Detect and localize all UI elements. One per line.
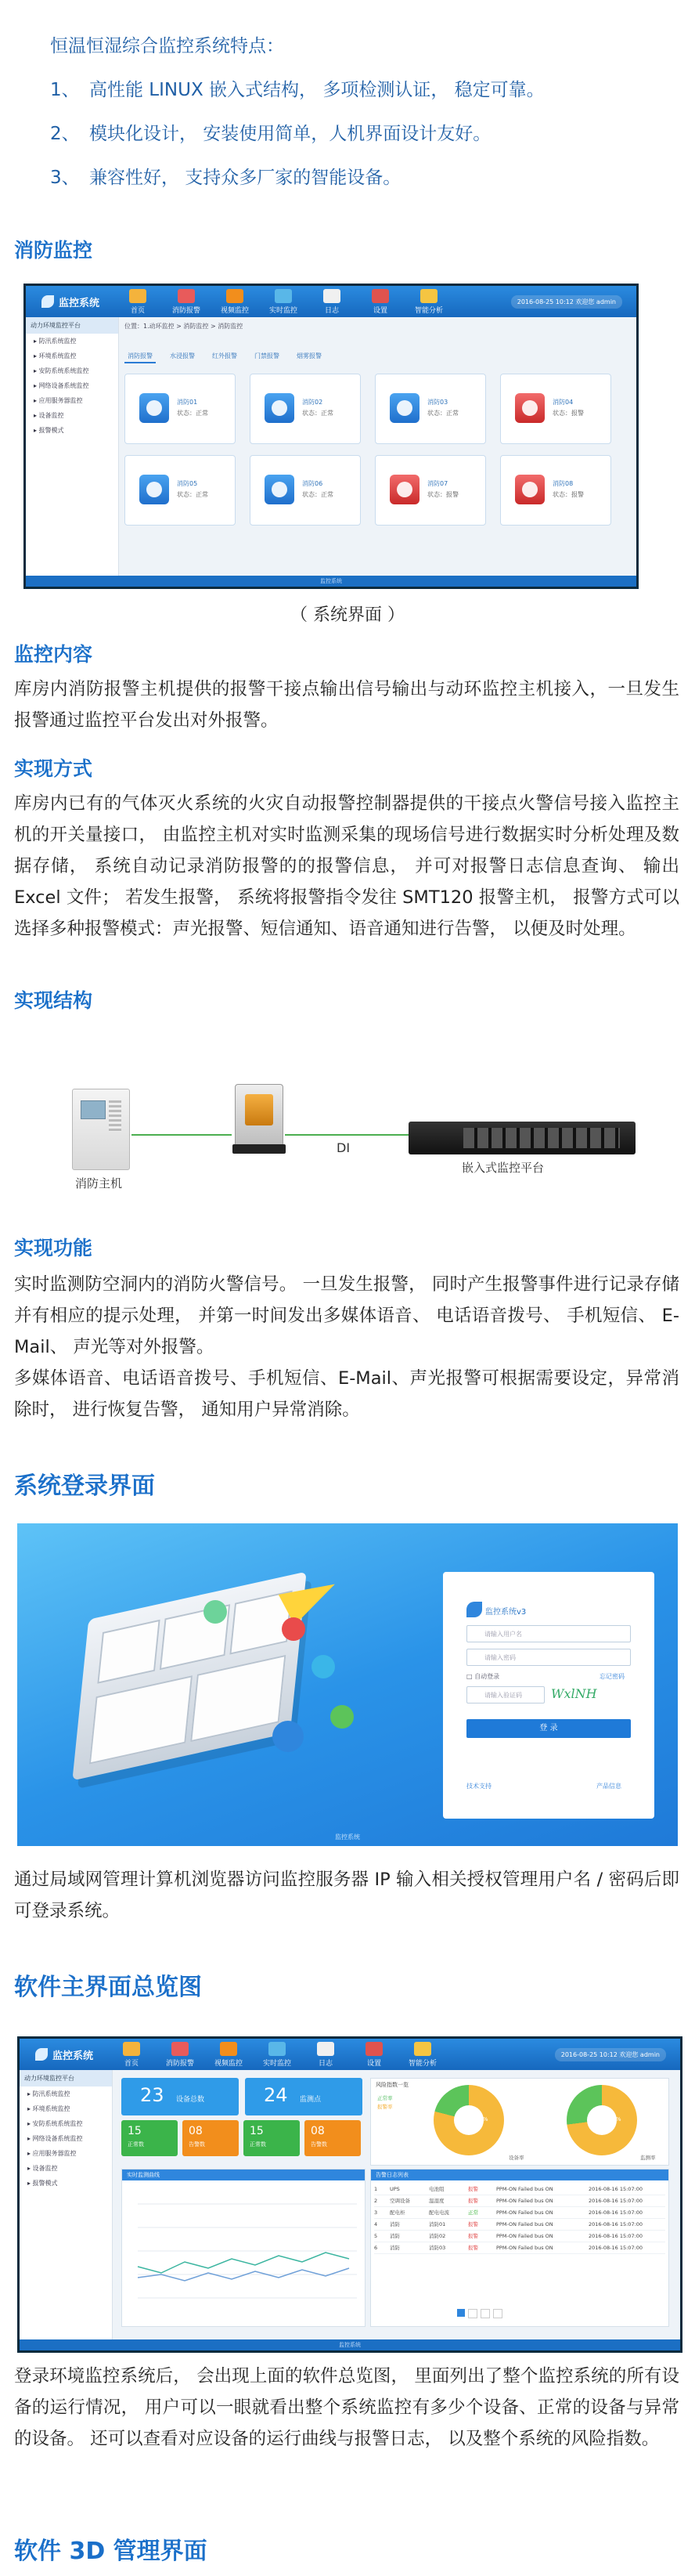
auto-login-checkbox[interactable]: □ 自动登录 — [466, 1673, 500, 1680]
analysis-icon — [414, 2042, 431, 2056]
nav-item[interactable]: 首页 — [116, 289, 160, 315]
app-logo: 监控系统 — [35, 2047, 110, 2062]
sidebar-item[interactable]: ▸ 设备监控 — [34, 412, 64, 419]
fire-host-label: 消防主机 — [75, 1176, 123, 1190]
login-title: 监控系统v3 — [485, 1608, 527, 1617]
footer-bar: 监控系统 — [20, 2339, 680, 2350]
sidebar-item[interactable]: ▸ 防汛系统监控 — [34, 338, 77, 345]
sidebar-header[interactable]: 动力环境监控平台 — [20, 2070, 112, 2086]
di-label: DI — [337, 1140, 351, 1155]
card-status: 状态：报警 — [553, 491, 584, 498]
sidebar — [20, 2070, 113, 2339]
password-input[interactable]: 请输入密码 — [466, 1649, 631, 1666]
fire-sensor-icon — [265, 475, 294, 504]
card-name: 消防03 — [427, 399, 448, 406]
tab[interactable]: 烟雾报警 — [297, 352, 322, 359]
monitor-icon — [275, 289, 292, 303]
legend-alarm: 报警率 — [377, 2104, 393, 2110]
alarm-icon — [171, 2042, 189, 2056]
tab[interactable]: 红外报警 — [212, 352, 237, 359]
sidebar — [26, 317, 119, 576]
card-status: 状态：正常 — [427, 410, 459, 417]
logo-icon — [41, 295, 54, 308]
footer-bar: 监控系统 — [26, 576, 636, 587]
table-row[interactable]: 1 UPS 电池组 报警 PPM-ON Failed bus ON 2016-08-16 15:07:00 — [374, 2184, 665, 2195]
breadcrumb: 位置：1.动环监控 > 消防监控 > 消防监控 — [124, 323, 243, 330]
sidebar-item[interactable]: ▸ 网络设备系统监控 — [34, 382, 89, 389]
log-icon — [323, 289, 340, 303]
fire-sensor-icon — [515, 393, 545, 423]
nav-item[interactable]: 智能分析 — [401, 2042, 445, 2068]
nav-item[interactable]: 视频监控 — [213, 289, 257, 315]
login-footer: 监控系统 — [335, 1834, 360, 1841]
screenshot-caption: （ 系统界面 ） — [290, 605, 405, 625]
card-name: 消防02 — [302, 399, 323, 406]
nav-item[interactable]: 首页 — [110, 2042, 153, 2068]
donut-label-device: 设备率 — [509, 2155, 524, 2161]
function-text-1: 实时监测防空洞内的消防火警信号。 一旦发生报警， 同时产生报警事件进行记录存储并有相应的提示处理， 并第一时间发出多媒体语音、 电话语音拨号、 手机短信、 E-Mail、 声光等对外报警。 — [14, 1274, 679, 1357]
fire-sensor-icon — [390, 475, 420, 504]
fire-device-card[interactable] — [250, 374, 361, 444]
nav-item[interactable]: 智能分析 — [407, 289, 451, 315]
overview-section-title: 软件主界面总览图 — [14, 1974, 202, 2001]
card-status: 状态：正常 — [177, 410, 208, 417]
logo-icon — [35, 2048, 48, 2061]
fire-device-card[interactable] — [124, 455, 236, 526]
card-status: 状态：正常 — [302, 491, 333, 498]
risk-panel-title: 风险指数一览 — [376, 2082, 409, 2088]
card-name: 消防06 — [302, 480, 323, 487]
features-title: 恒温恒湿综合监控系统特点： — [50, 36, 284, 56]
user-info[interactable]: 2016-08-25 10:12 欢迎您 admin — [511, 295, 622, 309]
tech-support-link[interactable]: 技术支持 — [466, 1783, 492, 1790]
device-bubble-icon — [330, 1705, 354, 1729]
card-status: 状态：报警 — [553, 410, 584, 417]
sidebar-header[interactable]: 动力环境监控平台 — [26, 317, 118, 334]
login-section-title: 系统登录界面 — [14, 1472, 155, 1500]
nav-item[interactable]: 日志 — [310, 289, 354, 315]
fire-monitor-screenshot — [23, 284, 639, 589]
table-row[interactable]: 5 消防 消防02 报警 PPM-ON Failed bus ON 2016-08-16 15:07:00 — [374, 2231, 665, 2242]
tab[interactable]: 水浸报警 — [170, 352, 195, 359]
fire-sensor-icon — [265, 393, 294, 423]
method-text: 库房内已有的气体灭火系统的火灾自动报警控制器提供的干接点火警信号接入监控主机的开关量接口， 由监控主机对实时监测采集的现场信号进行数据实时分析处理及数据存储， 系统自动记录消防报警的的报警信息， 并可对报警日志信息查询、 输出 Excel 文件； 若发生报警， 系统将报警指令发往 SMT120 报警主机， 报警方式可以选择多种报警模式：声光报警、短信通知、语音通知进行告警， 以便及时处理。 — [14, 793, 679, 939]
stat-tile[interactable]: 15 正常数 — [243, 2120, 300, 2156]
overview-text: 登录环境监控系统后， 会出现上面的软件总览图， 里面列出了整个监控系统的所有设备的运行情况， 用户可以一眼就看出整个系统监控有多少个设备、正常的设备与异常的设备。 还可以查看对应设备的运行曲线与报警日志， 以及整个系统的风险指数。 — [14, 2366, 679, 2449]
fire-host-device — [72, 1089, 130, 1170]
risk-index-panel — [370, 2078, 669, 2166]
alarm-icon — [178, 289, 195, 303]
sidebar-item[interactable]: ▸ 安防系统系统监控 — [27, 2120, 83, 2127]
connection-line — [131, 1134, 232, 1136]
captcha-input[interactable]: 请输入验证码 — [466, 1686, 545, 1703]
fire-device-card[interactable] — [500, 374, 611, 444]
nav-item[interactable]: 消防报警 — [158, 2042, 202, 2068]
login-screenshot — [17, 1523, 678, 1846]
fire-sensor-icon — [139, 393, 169, 423]
nav-item[interactable]: 实时监控 — [255, 2042, 299, 2068]
sidebar-item[interactable]: ▸ 设备监控 — [27, 2165, 58, 2172]
video-icon — [226, 289, 243, 303]
card-status: 状态：正常 — [177, 491, 208, 498]
sidebar-item[interactable]: ▸ 环境系统监控 — [27, 2105, 70, 2112]
stat-tile[interactable]: 08 告警数 — [182, 2120, 239, 2156]
platform-label: 嵌入式监控平台 — [462, 1161, 545, 1175]
main-nav — [116, 289, 451, 315]
chart-panel-title: 实时监测曲线 — [122, 2170, 365, 2180]
log-icon — [317, 2042, 334, 2056]
product-info-link[interactable]: 产品信息 — [596, 1783, 621, 1790]
username-input[interactable]: 请输入用户名 — [466, 1625, 631, 1642]
embedded-platform-device — [409, 1122, 636, 1154]
user-info[interactable]: 2016-08-25 10:12 欢迎您 admin — [555, 2048, 666, 2061]
stat-tile[interactable]: 08 告警数 — [304, 2120, 361, 2156]
feature-item-3: 3、 兼容性好， 支持众多厂家的智能设备。 — [50, 168, 402, 188]
card-status: 状态：报警 — [427, 491, 459, 498]
monitor-rate-donut: 73% — [567, 2085, 637, 2155]
home-icon — [123, 2042, 140, 2056]
fire-device-card[interactable] — [124, 374, 236, 444]
nav-item[interactable]: 设置 — [358, 289, 402, 315]
structure-title: 实现结构 — [14, 989, 93, 1012]
overview-screenshot — [17, 2036, 682, 2353]
login-button[interactable]: 登 录 — [466, 1719, 631, 1738]
sidebar-item[interactable]: ▸ 报警模式 — [34, 427, 64, 434]
fire-device-card[interactable] — [375, 455, 486, 526]
fire-section-title: 消防监控 — [14, 239, 93, 262]
card-name: 消防01 — [177, 399, 198, 406]
isometric-floorplan — [72, 1572, 306, 1781]
table-row[interactable]: 4 消防 消防01 报警 PPM-ON Failed bus ON 2016-08-16 15:07:00 — [374, 2219, 665, 2231]
monitor-points-tile[interactable]: 24 监测点 — [245, 2078, 362, 2115]
nav-item[interactable]: 实时监控 — [261, 289, 305, 315]
method-title: 实现方式 — [14, 757, 93, 780]
nav-item[interactable]: 设置 — [352, 2042, 396, 2068]
main-nav — [110, 2042, 445, 2068]
fire-device-card[interactable] — [500, 455, 611, 526]
content-text: 库房内消防报警主机提供的报警干接点输出信号输出与动环监控主机接入，一旦发生报警通过监控平台发出对外报警。 — [14, 679, 679, 731]
login-form — [443, 1572, 654, 1819]
fire-sensor-icon — [515, 475, 545, 504]
card-name: 消防04 — [553, 399, 574, 406]
network-bubble-icon — [311, 1655, 335, 1678]
video-icon — [220, 2042, 237, 2056]
topbar — [26, 286, 636, 317]
nav-item[interactable]: 日志 — [304, 2042, 348, 2068]
fire-sensor-icon — [139, 475, 169, 504]
feature-item-2: 2、 模块化设计， 安装使用简单，人机界面设计友好。 — [50, 124, 492, 144]
donut-label-monitor: 监测率 — [640, 2155, 656, 2161]
function-title: 实现功能 — [14, 1237, 93, 1259]
fire-device-card[interactable] — [250, 455, 361, 526]
settings-icon — [366, 2042, 383, 2056]
connection-line — [285, 1134, 410, 1136]
legend-normal: 正常率 — [377, 2095, 393, 2101]
fire-sensor-icon — [390, 393, 420, 423]
gear-bubble-icon — [272, 1721, 304, 1752]
analysis-icon — [420, 289, 438, 303]
topbar — [20, 2039, 680, 2070]
alarm-bubble-icon — [282, 1617, 305, 1641]
content-title: 监控内容 — [14, 643, 93, 666]
table-row[interactable]: 3 配电柜 配电电流 正常 PPM-ON Failed bus ON 2016-08-16 15:07:00 — [374, 2207, 665, 2219]
nav-item[interactable]: 消防报警 — [164, 289, 208, 315]
fire-device-card[interactable] — [375, 374, 486, 444]
settings-icon — [372, 289, 389, 303]
tab[interactable]: 消防报警 — [124, 350, 156, 363]
sidebar-item[interactable]: ▸ 环境系统监控 — [34, 352, 77, 359]
sidebar-item[interactable]: ▸ 网络设备系统监控 — [27, 2135, 83, 2142]
pagination — [457, 2309, 502, 2318]
card-name: 消防07 — [427, 480, 448, 487]
login-text: 通过局域网管理计算机浏览器访问监控服务器 IP 输入相关授权管理用户名 / 密码后即可登录系统。 — [14, 1870, 679, 1921]
sidebar-item[interactable]: ▸ 安防系统系统监控 — [34, 367, 89, 374]
sidebar-item[interactable]: ▸ 报警模式 — [27, 2180, 58, 2187]
sidebar-item[interactable]: ▸ 防汛系统监控 — [27, 2090, 70, 2097]
realtime-curve — [122, 2180, 365, 2326]
card-name: 消防05 — [177, 480, 198, 487]
sidebar-item[interactable]: ▸ 应用服务器监控 — [34, 397, 83, 404]
device-rate-donut: 79% — [434, 2085, 504, 2155]
function-text-2: 多媒体语音、电话语音拨号、手机短信、E-Mail、声光报警可根据需要设定，异常消除时， 进行恢复告警， 通知用户异常消除。 — [14, 1368, 679, 1420]
home-icon — [129, 289, 146, 303]
monitor-icon — [268, 2042, 286, 2056]
logo-icon — [466, 1602, 482, 1617]
device-tabs — [124, 350, 325, 363]
card-status: 状态：正常 — [302, 410, 333, 417]
table-row[interactable]: 2 空调设备 温湿度 报警 PPM-ON Failed bus ON 2016-08-16 15:07:00 — [374, 2195, 665, 2207]
forgot-password-link[interactable]: 忘记密码 — [600, 1673, 625, 1680]
stat-tile[interactable]: 15 正常数 — [121, 2120, 178, 2156]
tab[interactable]: 门禁报警 — [254, 352, 279, 359]
app-logo: 监控系统 — [41, 294, 116, 309]
alarm-log-table — [371, 2180, 668, 2254]
alarm-log-panel — [370, 2169, 669, 2327]
table-row[interactable]: 6 消防 消防03 报警 PPM-ON Failed bus ON 2016-08-16 15:07:00 — [374, 2242, 665, 2254]
sidebar-item[interactable]: ▸ 应用服务器监控 — [27, 2150, 77, 2157]
3d-section-title: 软件 3D 管理界面 — [14, 2538, 207, 2565]
table-panel-title: 告警日志列表 — [371, 2170, 668, 2180]
card-name: 消防08 — [553, 480, 574, 487]
captcha-image[interactable]: WxlNH — [551, 1686, 597, 1701]
cloud-bubble-icon — [203, 1600, 227, 1624]
relay-device — [235, 1084, 283, 1147]
total-devices-tile[interactable]: 23 设备总数 — [121, 2078, 239, 2115]
feature-item-1: 1、 高性能 LINUX 嵌入式结构， 多项检测认证， 稳定可靠。 — [50, 80, 545, 100]
realtime-chart-panel — [121, 2169, 366, 2327]
nav-item[interactable]: 视频监控 — [207, 2042, 250, 2068]
